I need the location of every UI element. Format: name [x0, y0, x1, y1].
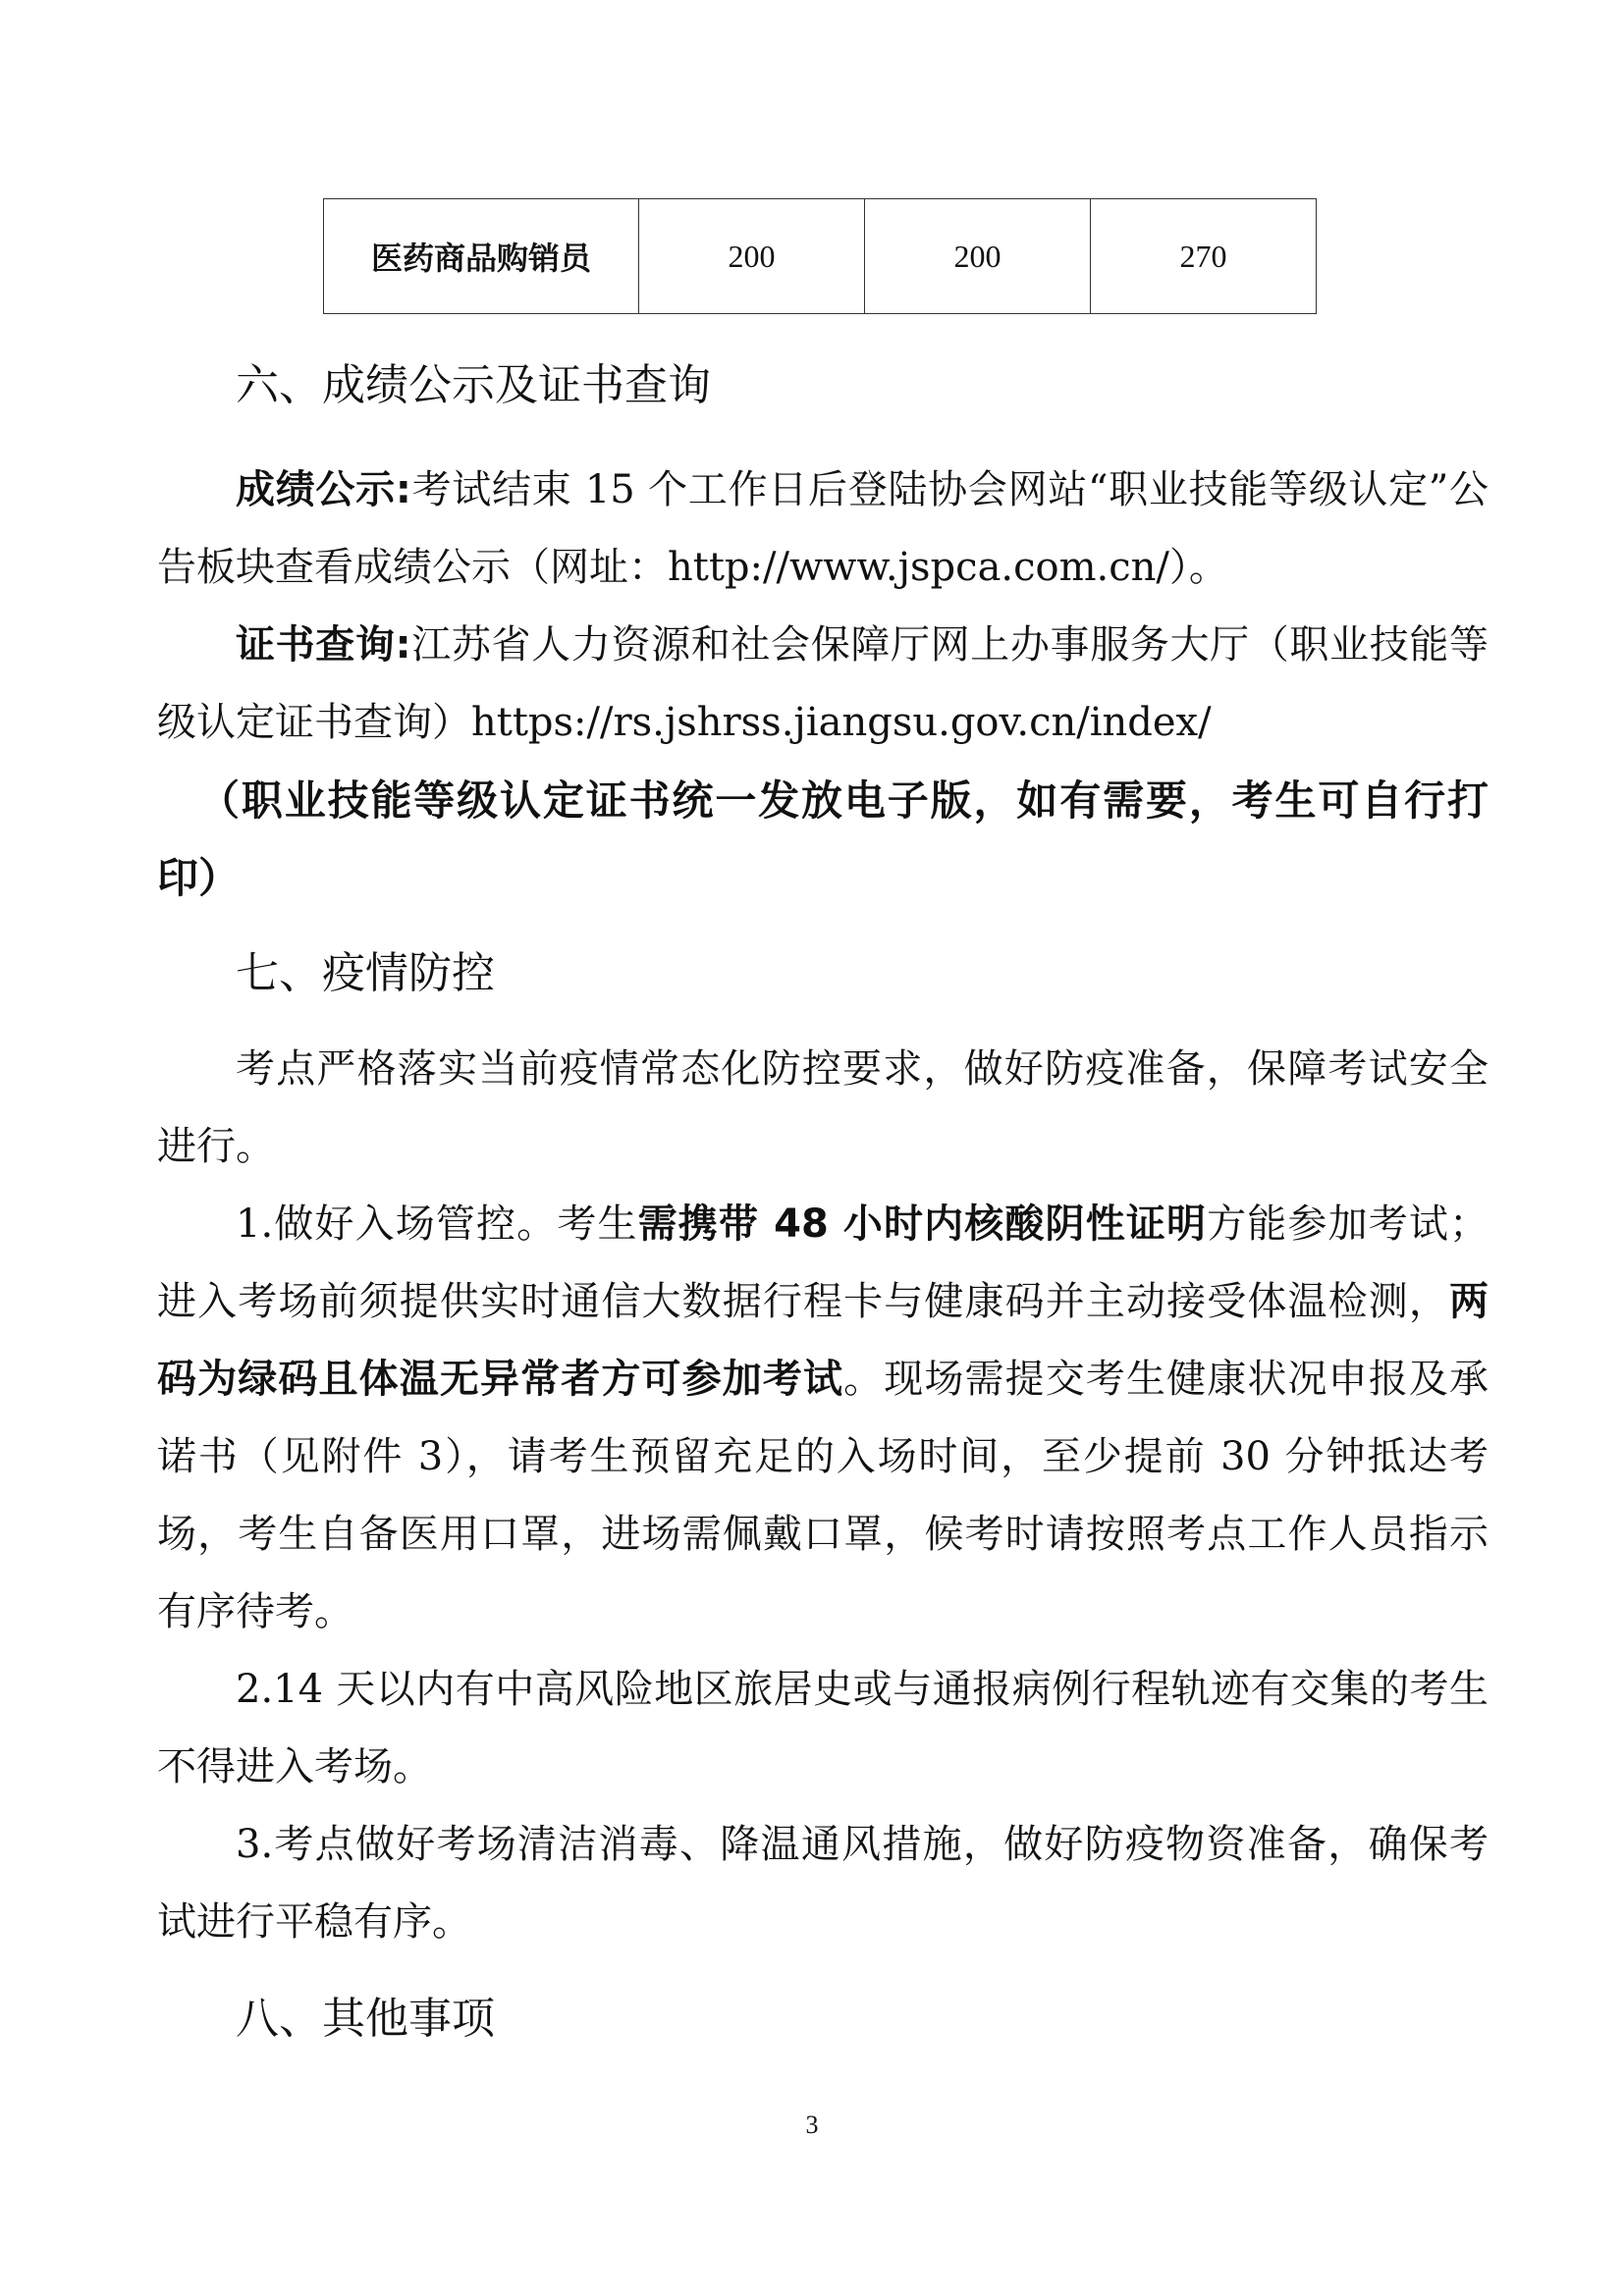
score-publicity-paragraph: [157, 452, 1489, 607]
epidemic-item-3: 3.考点做好考场清洁消毒、降温通风措施，做好防疫物资准备，确保考试进行平稳有序。: [157, 1822, 1489, 1945]
item1-emphasis-test-proof: 需携带 48 小时内核酸阴性证明: [637, 1201, 1208, 1247]
score-publicity-label: 成绩公示: [236, 467, 396, 512]
item1-text-c: 方能参加考试；进入考场前须提供实时通信大数据行程卡与健康码并主动接受体温检测，: [157, 1201, 1489, 1324]
fee-table: [323, 198, 1317, 314]
certificate-query-text: 江苏省人力资源和社会保障厅网上办事服务大厅（职业技能等级认定证书查询）https://rs.jshrss.jiangsu.gov.cn/index/: [157, 622, 1489, 745]
certificate-note: （职业技能等级认定证书统一发放电子版，如有需要，考生可自行打印）: [157, 776, 1489, 902]
page-number: 3: [805, 2110, 819, 2139]
section-heading-6: 六、成绩公示及证书查询: [236, 360, 711, 410]
score-publicity-colon: :: [395, 467, 411, 512]
item1-emphasis-green-code: 两码为绿码且体温无异常者方可参加考试: [157, 1279, 1489, 1402]
table-cell-value: 200: [865, 199, 1091, 314]
section-heading-7: 七、疫情防控: [236, 948, 495, 998]
item1-text-e: 。现场需提交考生健康状况申报及承诺书（见附件 3），请考生预留充足的入场时间，至少提前 30 分钟抵达考场，考生自备医用口罩，进场需佩戴口罩，候考时请按照考点工作人员指示有序待考。: [157, 1357, 1489, 1634]
table-cell-value: 200: [639, 199, 865, 314]
epidemic-item-1: [157, 1186, 1489, 1651]
certificate-query-paragraph: [157, 607, 1489, 762]
score-publicity-text: 考试结束 15 个工作日后登陆协会网站“职业技能等级认定”公告板块查看成绩公示（网址：http://www.jspca.com.cn/）。: [157, 467, 1489, 590]
item1-text-a: 1.做好入场管控。考生: [236, 1201, 638, 1247]
table-cell-occupation: 医药商品购销员: [324, 199, 639, 314]
certificate-query-colon: :: [395, 622, 411, 667]
certificate-query-label: 证书查询: [236, 622, 396, 667]
table-row: [324, 199, 1317, 314]
epidemic-item-2: 2.14 天以内有中高风险地区旅居史或与通报病例行程轨迹有交集的考生不得进入考场。: [157, 1667, 1489, 1789]
section-heading-8: 八、其他事项: [236, 1994, 495, 2044]
epidemic-intro-paragraph: 考点严格落实当前疫情常态化防控要求，做好防疫准备，保障考试安全进行。: [157, 1046, 1489, 1169]
table-cell-value: 270: [1091, 199, 1317, 314]
